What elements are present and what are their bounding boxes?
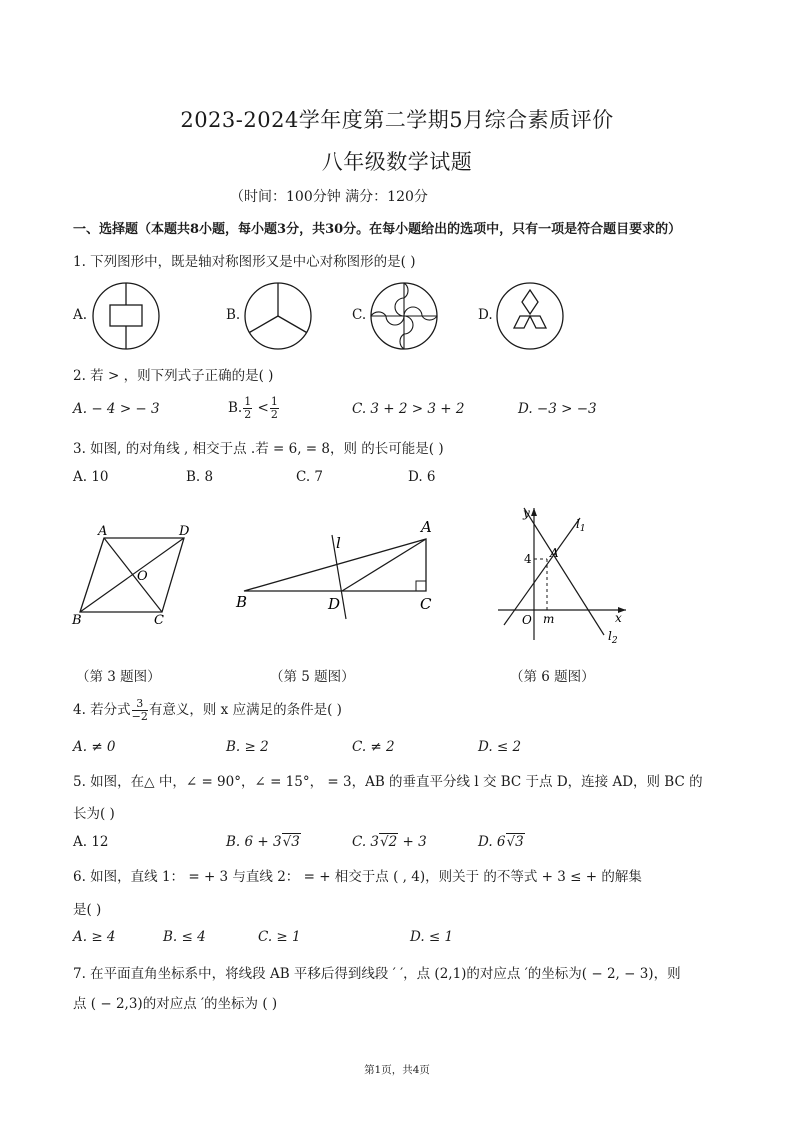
fig6-label-l1: $l_1$ — [576, 517, 586, 534]
question-6-stem-line-2: 是( ) — [73, 902, 102, 918]
q1-option-d-label: D. — [478, 307, 493, 323]
figure-6-graph — [490, 500, 640, 650]
q6-option-d: D. ≤ 1 — [410, 929, 454, 945]
q2-option-b-fraction-1: $\frac{1}{2}$ — [244, 395, 252, 421]
fig6-label-x: x — [615, 611, 622, 625]
q5-option-a: A. 12 — [73, 834, 109, 850]
question-1-stem: 1. 下列图形中，既是轴对称图形又是中心对称图形的是( ) — [73, 254, 416, 270]
fig5-label-d: D — [328, 595, 341, 613]
q5-option-d-radical: √3 — [506, 834, 524, 850]
q2-option-b-mid: < — [253, 400, 269, 416]
q4-option-a: A. ≠ 0 — [73, 739, 116, 755]
q3-option-d: D. 6 — [408, 469, 436, 485]
q3-option-b: B. 8 — [186, 469, 214, 485]
fig3-label-o: O — [137, 569, 148, 584]
question-7-stem-line-2: 点 ( − 2,3)的对应点 ′的坐标为 ( ) — [73, 996, 278, 1012]
q2-option-b — [228, 396, 280, 421]
time-info: （时间：100分钟 满分：120分 — [230, 189, 428, 205]
q6-option-a: A. ≥ 4 — [73, 929, 116, 945]
figure-6-caption: （第 6 题图） — [510, 669, 595, 685]
q1-figure-d — [494, 280, 566, 352]
q2-option-b-fraction-2: $\frac{1}{2}$ — [270, 395, 278, 421]
q6-option-b: B. ≤ 4 — [163, 929, 206, 945]
q4-option-b: B. ≥ 2 — [226, 739, 269, 755]
q2-option-a: A. − 4 > − 3 — [73, 401, 160, 417]
q1-option-a-label: A. — [73, 307, 88, 323]
exam-title: 2023-2024学年度第二学期5月综合素质评价 — [180, 108, 614, 132]
figure-3-parallelogram — [66, 520, 206, 630]
q5-option-b-radical: √3 — [282, 834, 300, 850]
section-heading: 一、选择题（本题共8小题，每小题3分，共30分。在每小题给出的选项中，只有一项是符合题目要求的） — [73, 222, 682, 237]
q4-option-d: D. ≤ 2 — [478, 739, 522, 755]
question-3-stem: 3. 如图, 的对角线 , 相交于点 .若 = 6, = 8，则 的长可能是( ) — [73, 441, 444, 457]
q2-option-b-prefix: B. — [228, 400, 243, 416]
q1-option-c-label: C. — [352, 307, 367, 323]
q5-option-c: C. 3√2 + 3 — [352, 834, 427, 850]
figure-3-caption: （第 3 题图） — [76, 669, 161, 685]
question-7-stem-line-1: 7. 在平面直角坐标系中，将线段 AB 平移后得到线段 ′ ′，点 (2,1)的对应点 ′的坐标为( − 2, − 3)，则 — [73, 966, 681, 982]
question-5-stem-line-2: 长为( ) — [73, 806, 115, 822]
question-2-stem: 2. 若 > ，则下列式子正确的是( ) — [73, 368, 274, 384]
fig5-label-c: C — [420, 595, 432, 613]
fig6-label-m: m — [543, 612, 555, 626]
fig6-label-o: O — [522, 613, 532, 627]
page-number: 第1页，共4页 — [364, 1064, 430, 1076]
q3-option-c: C. 7 — [296, 469, 324, 485]
q1-figure-c — [368, 280, 440, 352]
question-5-stem-line-1: 5. 如图，在△ 中，∠ = 90°，∠ = 15°， = 3，AB 的垂直平分线 l 交 BC 于点 D，连接 AD，则 BC 的 — [73, 774, 703, 790]
fig3-label-d: D — [179, 524, 190, 539]
q4-option-c: C. ≠ 2 — [352, 739, 395, 755]
q2-option-c: C. 3 + 2 > 3 + 2 — [352, 401, 465, 417]
q2-option-d: D. −3 > −3 — [518, 401, 597, 417]
question-4-stem — [73, 698, 342, 723]
fig3-label-a: A — [98, 524, 108, 539]
q4-stem-prefix: 4. 若分式 — [73, 702, 131, 718]
q4-stem-suffix: 有意义，则 x 应满足的条件是( ) — [148, 702, 342, 718]
q5-option-c-radical: √2 — [380, 834, 398, 850]
q1-option-b-label: B. — [226, 307, 241, 323]
fig6-label-l2: $l_2$ — [608, 629, 618, 646]
q5-option-b: B. 6 + 3√3 — [226, 834, 300, 850]
figure-5-caption: （第 5 题图） — [270, 669, 355, 685]
fig3-label-c: C — [154, 613, 164, 628]
q4-fraction: $\frac{3}{-2}$ — [131, 697, 148, 723]
fig5-label-b: B — [236, 593, 248, 611]
fig6-label-y: y — [523, 506, 530, 520]
q3-option-a: A. 10 — [73, 469, 109, 485]
figure-5-triangle — [230, 515, 450, 625]
fig3-label-b: B — [72, 613, 82, 628]
question-6-stem-line-1: 6. 如图，直线 1： = + 3 与直线 2： = + 相交于点 ( , 4)，则关于 的不等式 + 3 ≤ + 的解集 — [73, 869, 642, 885]
fig6-label-4: 4 — [524, 552, 532, 566]
fig5-label-l: l — [336, 534, 341, 552]
q1-figure-b — [242, 280, 314, 352]
q5-option-d: D. 6√3 — [478, 834, 524, 850]
fig5-label-a: A — [421, 518, 432, 536]
q6-option-c: C. ≥ 1 — [258, 929, 301, 945]
q1-figure-a — [90, 280, 162, 352]
exam-subtitle: 八年级数学试题 — [321, 150, 473, 174]
fig6-label-a: A — [550, 546, 559, 560]
